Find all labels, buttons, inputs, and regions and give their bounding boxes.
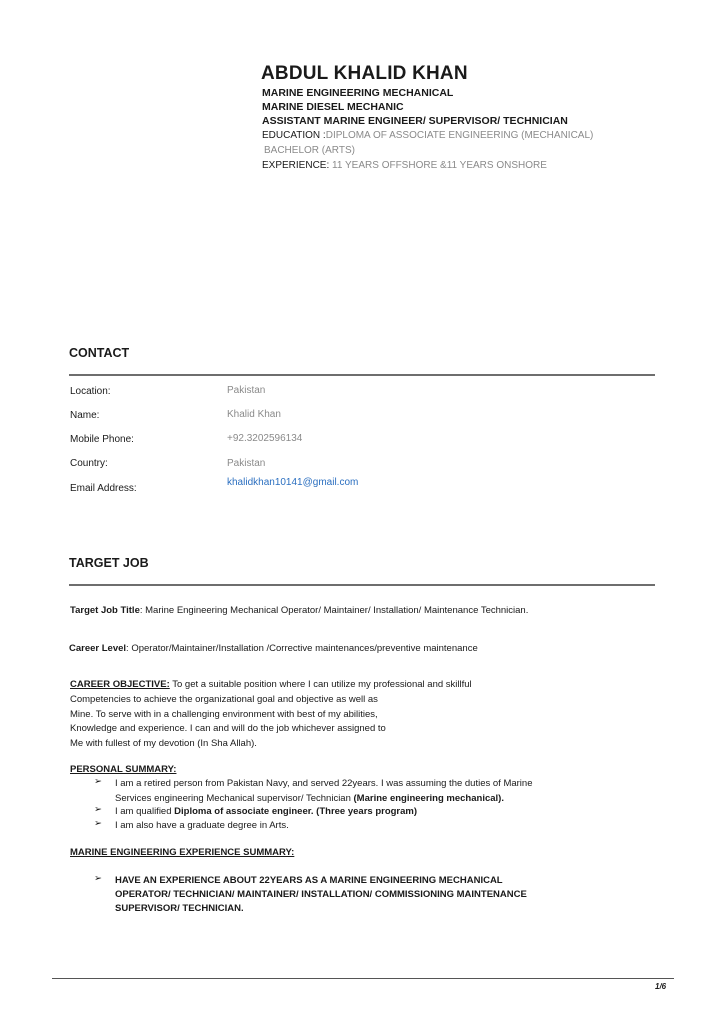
education-label: EDUCATION : xyxy=(262,130,326,141)
email-link[interactable]: khalidkhan10141@gmail.com xyxy=(227,477,359,488)
footer-divider xyxy=(52,978,674,979)
summary-item-1-line-1: I am a retired person from Pakistan Navy, and served 22years. I was assuming the duties of Marine xyxy=(115,778,533,789)
summary-item-2 xyxy=(115,804,417,819)
target-job-divider xyxy=(69,584,655,586)
career-objective-label: CAREER OBJECTIVE: xyxy=(70,679,170,690)
education-value: DIPLOMA OF ASSOCIATE ENGINEERING (MECHANICAL) xyxy=(325,130,594,141)
education-line-2 xyxy=(264,145,355,156)
summary-item-1-bold: (Marine engineering mechanical). xyxy=(353,793,504,804)
headline-1: MARINE ENGINEERING MECHANICAL xyxy=(262,87,454,99)
summary-item-2-text: I am qualified xyxy=(115,806,175,817)
career-objective-line-2: Competencies to achieve the organizational goal and objective as well as xyxy=(70,694,378,705)
page-number: 1/6 xyxy=(655,982,667,991)
target-job-title-value: : Marine Engineering Mechanical Operator/ Maintainer/ Installation/ Maintenance Technician. xyxy=(139,605,529,616)
target-job-title xyxy=(70,603,528,618)
contact-value-location: Pakistan xyxy=(227,385,266,396)
contact-label-phone: Mobile Phone: xyxy=(70,434,134,445)
summary-item-3: I am also have a graduate degree in Arts. xyxy=(115,820,289,831)
experience-value: 11 YEARS OFFSHORE &11 YEARS ONSHORE xyxy=(332,160,547,171)
contact-value-country: Pakistan xyxy=(227,458,266,469)
career-objective-line-3: Mine. To serve with in a challenging environment with best of my abilities, xyxy=(70,709,378,720)
target-job-heading: TARGET JOB xyxy=(69,556,149,570)
bullet-icon: ➢ xyxy=(94,776,102,787)
career-objective-line-5: Me with fullest of my devotion (In Sha Allah). xyxy=(70,738,257,749)
contact-heading: CONTACT xyxy=(69,346,130,360)
marine-experience-line-1: HAVE AN EXPERIENCE ABOUT 22YEARS AS A MARINE ENGINEERING MECHANICAL xyxy=(115,875,503,886)
summary-item-1-text: Services engineering Mechanical supervisor/ Technician xyxy=(115,793,354,804)
headline-3: ASSISTANT MARINE ENGINEER/ SUPERVISOR/ TECHNICIAN xyxy=(262,115,568,127)
education-line xyxy=(262,130,593,141)
candidate-name: ABDUL KHALID KHAN xyxy=(261,63,468,84)
bullet-icon: ➢ xyxy=(94,873,102,884)
marine-experience-line-2: OPERATOR/ TECHNICIAN/ MAINTAINER/ INSTALLATION/ COMMISSIONING MAINTENANCE xyxy=(115,889,527,900)
career-level xyxy=(69,641,478,656)
personal-summary-label: PERSONAL SUMMARY: xyxy=(70,764,177,775)
marine-experience-label: MARINE ENGINEERING EXPERIENCE SUMMARY: xyxy=(70,847,295,858)
career-level-value: : Operator/Maintainer/Installation /Corrective maintenances/preventive maintenance xyxy=(126,643,478,654)
headline-2: MARINE DIESEL MECHANIC xyxy=(262,101,404,113)
bullet-icon: ➢ xyxy=(94,804,102,815)
career-objective-text-1: To get a suitable position where I can utilize my professional and skillful xyxy=(169,679,472,690)
career-level-label: Career Level xyxy=(69,643,127,654)
contact-label-email: Email Address: xyxy=(70,483,137,494)
experience-label: EXPERIENCE: xyxy=(262,160,330,171)
career-objective-line-1 xyxy=(70,677,472,692)
target-job-title-label: Target Job Title xyxy=(70,605,140,616)
contact-value-name: Khalid Khan xyxy=(227,409,281,420)
contact-label-country: Country: xyxy=(70,458,108,469)
summary-item-2-bold: Diploma of associate engineer. (Three years program) xyxy=(174,806,418,817)
marine-experience-line-3: SUPERVISOR/ TECHNICIAN. xyxy=(115,903,244,914)
career-objective-line-4: Knowledge and experience. I can and will do the job whichever assigned to xyxy=(70,723,386,734)
bullet-icon: ➢ xyxy=(94,818,102,829)
contact-label-location: Location: xyxy=(70,386,111,397)
education-value-2: BACHELOR (ARTS) xyxy=(264,145,355,156)
experience-line xyxy=(262,160,547,171)
contact-value-phone: +92.3202596134 xyxy=(227,433,303,444)
contact-label-name: Name: xyxy=(70,410,100,421)
contact-divider xyxy=(69,374,655,376)
